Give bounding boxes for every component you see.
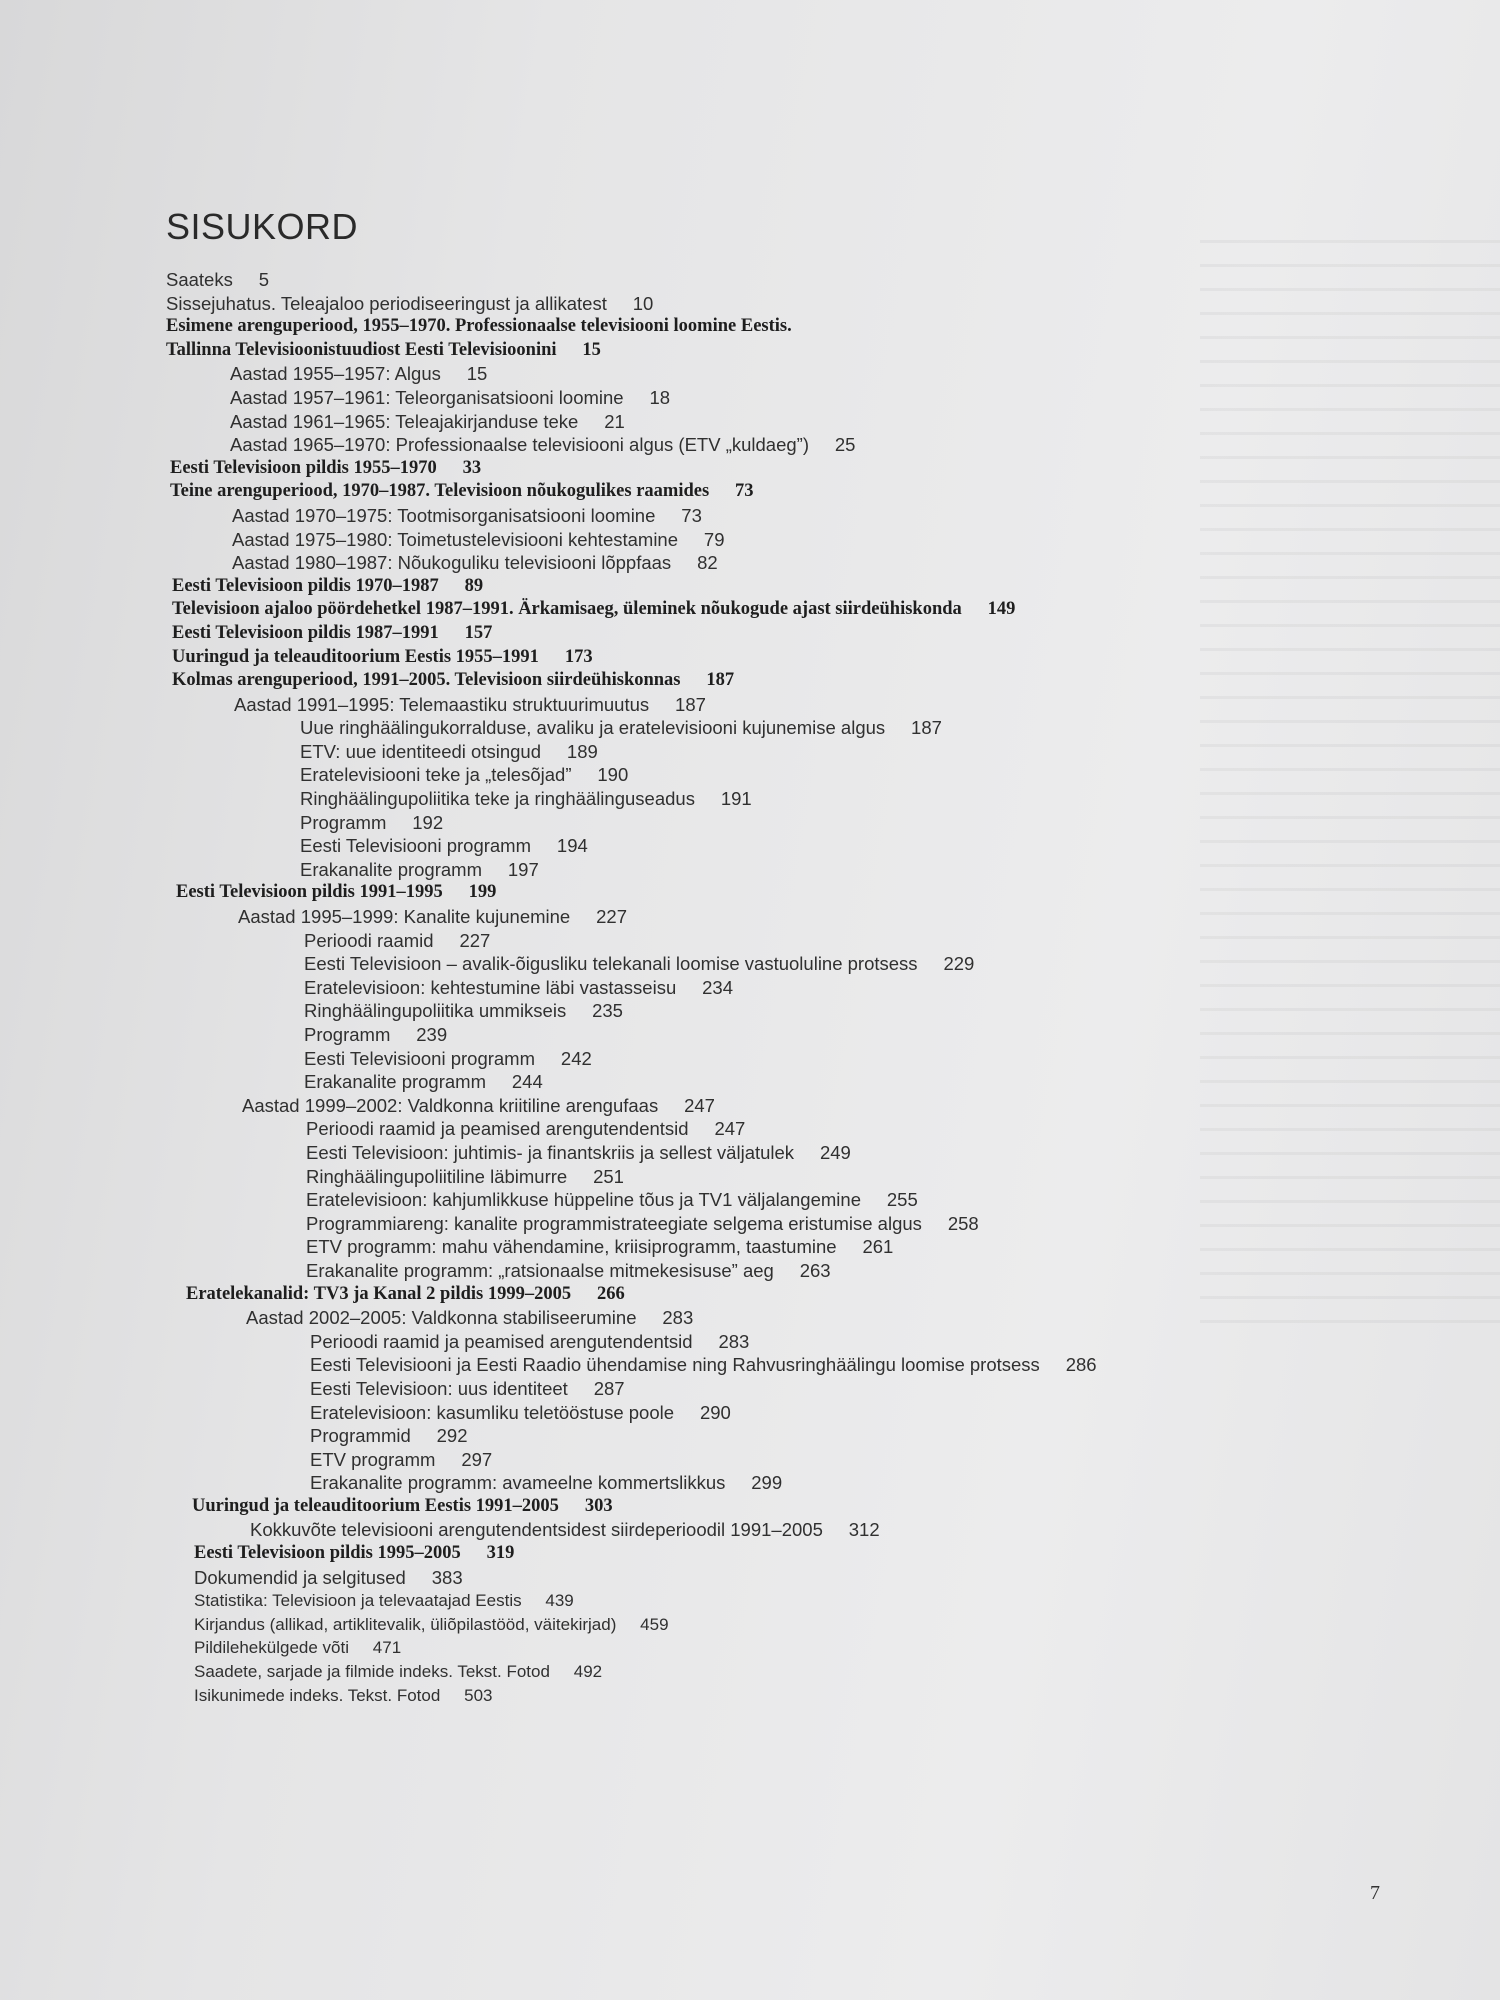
toc-entry	[0, 1259, 1500, 1283]
toc-entry	[0, 716, 1500, 740]
toc-entry	[0, 1542, 1500, 1566]
toc-entry-title: Eesti Televisiooni programm	[304, 1047, 536, 1069]
toc-entry-title: Ringhäälingupoliitika ummikseis	[304, 1000, 567, 1022]
toc-entry	[0, 1306, 1500, 1330]
toc-entry-title: Tallinna Televisioonistuudiost Eesti Televisioonini	[166, 339, 557, 360]
toc-entry-page: 192	[412, 811, 444, 833]
toc-entry-page: 194	[556, 835, 588, 857]
toc-entry-page: 255	[886, 1189, 918, 1211]
toc-entry-page: 459	[640, 1614, 669, 1634]
toc-entry	[0, 1047, 1500, 1071]
toc-entry	[0, 268, 1500, 292]
page-number: 7	[1370, 1882, 1380, 1904]
toc-entry	[0, 433, 1500, 457]
toc-entry	[0, 1377, 1500, 1401]
toc-entry	[0, 1117, 1500, 1141]
toc-entry-page: 187	[675, 693, 706, 715]
toc-entry	[0, 504, 1500, 528]
toc-entry-title: Eesti Televisioon: juhtimis- ja finantskriis ja sellest väljatulek	[306, 1141, 795, 1163]
toc-entry-page: 247	[684, 1094, 715, 1116]
toc-entry	[0, 1235, 1500, 1259]
toc-entry-page: 471	[372, 1638, 402, 1658]
toc-entry-page: 244	[511, 1071, 543, 1093]
toc-entry-title: Statistika: Televisioon ja televaatajad Eestis	[194, 1591, 522, 1611]
toc-entry	[0, 1495, 1500, 1519]
toc-entry	[0, 1094, 1500, 1118]
toc-entry	[0, 1070, 1500, 1094]
toc-entry	[0, 1165, 1500, 1189]
toc-entry-title: ETV: uue identiteedi otsingud	[300, 740, 542, 762]
toc-entry-page: 187	[706, 670, 735, 691]
toc-entry-title: Uuringud ja teleauditoorium Eestis 1991–2005	[192, 1495, 559, 1516]
toc-entry	[0, 457, 1500, 481]
toc-entry-title: Uue ringhäälingukorralduse, avaliku ja eratelevisiooni kujunemise algus	[300, 717, 886, 739]
toc-entry-title: Aastad 1999–2002: Valdkonna kriitiline arengufaas	[242, 1094, 659, 1116]
toc-entry-title: Pildilehekülgede võti	[194, 1638, 349, 1658]
toc-entry-title: Perioodi raamid ja peamised arengutendentsid	[310, 1330, 693, 1352]
toc-entry	[0, 362, 1500, 386]
toc-entry	[0, 1613, 1500, 1637]
toc-entry	[0, 575, 1500, 599]
toc-entry-page: 239	[416, 1024, 448, 1045]
toc-entry-title: Eesti Televisioon pildis 1995–2005	[194, 1543, 461, 1564]
toc-entry-page: 227	[596, 906, 627, 928]
toc-entry-title: Perioodi raamid	[304, 929, 434, 951]
toc-entry-title: Teine arenguperiood, 1970–1987. Televisioon nõukogulikes raamides	[170, 481, 710, 502]
toc-entry	[0, 787, 1500, 811]
toc-entry-title: Erakanalite programm: avameelne kommertslikkus	[310, 1472, 726, 1494]
toc-entry-page: 439	[545, 1591, 574, 1611]
toc-entry-title: Aastad 1970–1975: Tootmisorganisatsiooni loomine	[232, 504, 656, 526]
toc-entry-title: Perioodi raamid ja peamised arengutendentsid	[306, 1118, 689, 1140]
toc-entry-title: Eratelevisioon: kahjumlikkuse hüppeline tõus ja TV1 väljalangemine	[306, 1189, 861, 1211]
toc-entry-page: 283	[718, 1330, 750, 1352]
toc-entry-title: Eesti Televisioon: uus identiteet	[310, 1377, 568, 1399]
toc-entry-title: Aastad 1995–1999: Kanalite kujunemine	[238, 906, 571, 928]
toc-entry-page: 15	[582, 339, 601, 360]
toc-entry-page: 227	[459, 929, 491, 951]
toc-entry	[0, 952, 1500, 976]
toc-entry-title: Eratelevisiooni teke ja „telesõjad”	[300, 764, 572, 786]
toc-entry-page: 249	[819, 1141, 851, 1163]
toc-entry-page: 263	[799, 1259, 831, 1281]
toc-entry-title: Dokumendid ja selgitused	[194, 1566, 406, 1588]
toc-entry-title: Televisioon ajaloo pöördehetkel 1987–1991. Ärkamisaeg, üleminek nõukogude ajast siirdeühiskonda	[172, 599, 962, 620]
toc-entry-page: 187	[911, 717, 942, 739]
toc-entry-page: 383	[431, 1566, 463, 1588]
toc-entry	[0, 811, 1500, 835]
toc-entry	[0, 315, 1500, 339]
toc-entry	[0, 551, 1500, 575]
toc-entry-page: 261	[862, 1236, 894, 1258]
toc-entry	[0, 1283, 1500, 1307]
toc-entry-title: Aastad 1961–1965: Teleajakirjanduse teke	[230, 410, 579, 432]
toc-entry	[0, 1023, 1500, 1047]
toc-entry	[0, 763, 1500, 787]
toc-entry-page: 82	[697, 552, 718, 574]
toc-entry-title: Aastad 1991–1995: Telemaastiku struktuurimuutus	[234, 693, 650, 715]
toc-entry-page: 251	[593, 1165, 624, 1187]
toc-entry-title: Aastad 1975–1980: Toimetustelevisiooni kehtestamine	[232, 528, 679, 550]
toc-list	[0, 268, 1500, 1707]
toc-entry-page: 173	[564, 646, 593, 667]
toc-entry	[0, 339, 1500, 363]
toc-entry-page: 266	[597, 1283, 625, 1304]
toc-entry-title: Programm	[300, 811, 387, 833]
toc-entry-title: Erakanalite programm	[304, 1071, 486, 1093]
toc-entry-page: 190	[597, 764, 629, 786]
toc-entry	[0, 646, 1500, 670]
toc-entry-page: 290	[699, 1401, 731, 1423]
toc-entry-page: 89	[464, 575, 484, 596]
toc-entry	[0, 693, 1500, 717]
toc-entry	[0, 1660, 1500, 1684]
toc-entry-page: 303	[584, 1495, 613, 1516]
toc-entry-page: 235	[592, 1000, 623, 1022]
toc-entry-page: 18	[649, 386, 671, 408]
toc-entry-page: 292	[436, 1425, 468, 1447]
toc-entry	[0, 1518, 1500, 1542]
toc-entry	[0, 999, 1500, 1023]
toc-entry	[0, 976, 1500, 1000]
toc-entry	[0, 1589, 1500, 1613]
toc-entry-title: Aastad 1980–1987: Nõukoguliku televisiooni lõppfaas	[232, 552, 672, 574]
toc-entry	[0, 528, 1500, 552]
toc-entry	[0, 1566, 1500, 1590]
toc-entry-title: Programmiareng: kanalite programmistrateegiate selgema eristumise algus	[306, 1212, 922, 1234]
toc-entry-page: 199	[468, 882, 497, 903]
toc-entry-title: Eesti Televisioon – avalik-õigusliku telekanali loomise vastuoluline protsess	[304, 953, 918, 975]
toc-entry-title: Saadete, sarjade ja filmide indeks. Tekst. Fotod	[194, 1662, 550, 1682]
toc-entry	[0, 1212, 1500, 1236]
toc-entry-title: Eesti Televisiooni programm	[300, 835, 532, 857]
toc-entry-page: 10	[632, 292, 654, 314]
toc-entry-page: 33	[462, 457, 482, 478]
toc-entry-title: Programmid	[310, 1425, 411, 1447]
toc-entry-title: Isikunimede indeks. Tekst. Fotod	[194, 1685, 441, 1705]
toc-entry-page: 73	[681, 504, 702, 526]
toc-entry	[0, 622, 1500, 646]
toc-entry	[0, 1684, 1500, 1708]
toc-entry	[0, 410, 1500, 434]
toc-entry-title: Ringhäälingupoliitiline läbimurre	[306, 1165, 568, 1187]
toc-entry-title: Aastad 1957–1961: Teleorganisatsiooni loomine	[230, 386, 624, 408]
toc-entry	[0, 1141, 1500, 1165]
toc-entry	[0, 1353, 1500, 1377]
toc-entry-title: Eratelevisioon: kehtestumine läbi vastasseisu	[304, 976, 677, 998]
toc-entry	[0, 905, 1500, 929]
toc-entry	[0, 1188, 1500, 1212]
toc-entry-title: Aastad 2002–2005: Valdkonna stabiliseerumine	[246, 1307, 637, 1329]
toc-entry-page: 299	[751, 1472, 783, 1494]
toc-entry-title: Aastad 1965–1970: Professionaalse televisiooni algus (ETV „kuldaeg”)	[230, 434, 809, 456]
toc-entry-page: 503	[464, 1685, 493, 1705]
toc-entry-title: Eesti Televisioon pildis 1987–1991	[172, 622, 439, 643]
toc-entry-page: 286	[1065, 1354, 1097, 1376]
toc-entry-title: Kirjandus (allikad, artiklitevalik, üliõpilastööd, väitekirjad)	[194, 1614, 617, 1634]
toc-entry-title: Eesti Televisiooni ja Eesti Raadio ühendamise ning Rahvusringhäälingu loomise protsess	[310, 1354, 1040, 1376]
toc-entry	[0, 1636, 1500, 1660]
toc-entry-title: Esimene arenguperiood, 1955–1970. Professionaalse televisiooni loomine Eestis.	[166, 316, 792, 337]
toc-entry-page: 492	[573, 1662, 603, 1682]
toc-entry-page: 242	[560, 1047, 592, 1069]
toc-entry-title: Programm	[304, 1024, 391, 1045]
toc-entry-page: 157	[464, 622, 493, 643]
toc-entry-page: 229	[943, 953, 975, 975]
toc-entry-title: Erakanalite programm: „ratsionaalse mitmekesisuse” aeg	[306, 1259, 774, 1281]
toc-entry-page: 258	[947, 1212, 979, 1234]
toc-entry	[0, 881, 1500, 905]
toc-entry-title: Eratelekanalid: TV3 ja Kanal 2 pildis 1999–2005	[186, 1283, 572, 1304]
toc-entry-page: 234	[702, 976, 734, 998]
toc-entry	[0, 480, 1500, 504]
toc-entry-page: 79	[703, 528, 725, 550]
toc-entry	[0, 1424, 1500, 1448]
toc-entry-page: 5	[258, 269, 270, 290]
toc-entry-page: 15	[466, 363, 488, 385]
toc-entry	[0, 1401, 1500, 1425]
toc-entry-page: 21	[604, 410, 625, 432]
toc-entry-title: ETV programm: mahu vähendamine, kriisiprogramm, taastumine	[306, 1236, 837, 1258]
toc-entry	[0, 929, 1500, 953]
toc-entry-title: Eesti Televisioon pildis 1955–1970	[170, 457, 437, 478]
toc-entry-page: 149	[987, 599, 1016, 620]
toc-entry	[0, 1330, 1500, 1354]
toc-title: SISUKORD	[166, 206, 359, 247]
toc-entry	[0, 1471, 1500, 1495]
toc-entry	[0, 386, 1500, 410]
toc-entry-title: Sissejuhatus. Teleajaloo periodiseeringust ja allikatest	[166, 292, 607, 314]
toc-entry-page: 283	[662, 1307, 694, 1329]
toc-entry	[0, 834, 1500, 858]
toc-entry-title: Kokkuvõte televisiooni arengutendentsidest siirdeperioodil 1991–2005	[250, 1519, 823, 1541]
toc-entry-page: 287	[593, 1377, 625, 1399]
toc-entry-title: Erakanalite programm	[300, 858, 482, 880]
toc-entry	[0, 858, 1500, 882]
toc-entry-page: 197	[507, 858, 539, 880]
toc-entry-page: 189	[566, 740, 598, 762]
toc-entry-title: ETV programm	[310, 1448, 436, 1470]
toc-entry-page: 25	[834, 434, 856, 456]
toc-entry-title: Eratelevisioon: kasumliku teletööstuse poole	[310, 1401, 675, 1423]
toc-entry-page: 297	[461, 1448, 493, 1470]
toc-entry	[0, 292, 1500, 316]
toc-entry-title: Eesti Televisioon pildis 1991–1995	[176, 882, 443, 903]
toc-entry-page: 312	[848, 1519, 880, 1541]
toc-entry-title: Saateks	[166, 269, 233, 290]
toc-entry-page: 247	[714, 1118, 746, 1140]
toc-entry	[0, 740, 1500, 764]
toc-entry-title: Aastad 1955–1957: Algus	[230, 363, 441, 385]
toc-entry-title: Uuringud ja teleauditoorium Eestis 1955–1991	[172, 646, 539, 667]
toc-entry-title: Eesti Televisioon pildis 1970–1987	[172, 575, 439, 596]
toc-entry	[0, 669, 1500, 693]
toc-entry-title: Kolmas arenguperiood, 1991–2005. Televisioon siirdeühiskonnas	[172, 670, 681, 691]
toc-entry-title: Ringhäälingupoliitika teke ja ringhäälinguseadus	[300, 788, 695, 810]
toc-entry-page: 73	[735, 481, 754, 502]
toc-entry-page: 191	[720, 788, 752, 810]
toc-entry-page: 319	[486, 1543, 515, 1564]
toc-entry	[0, 1448, 1500, 1472]
toc-entry	[0, 598, 1500, 622]
